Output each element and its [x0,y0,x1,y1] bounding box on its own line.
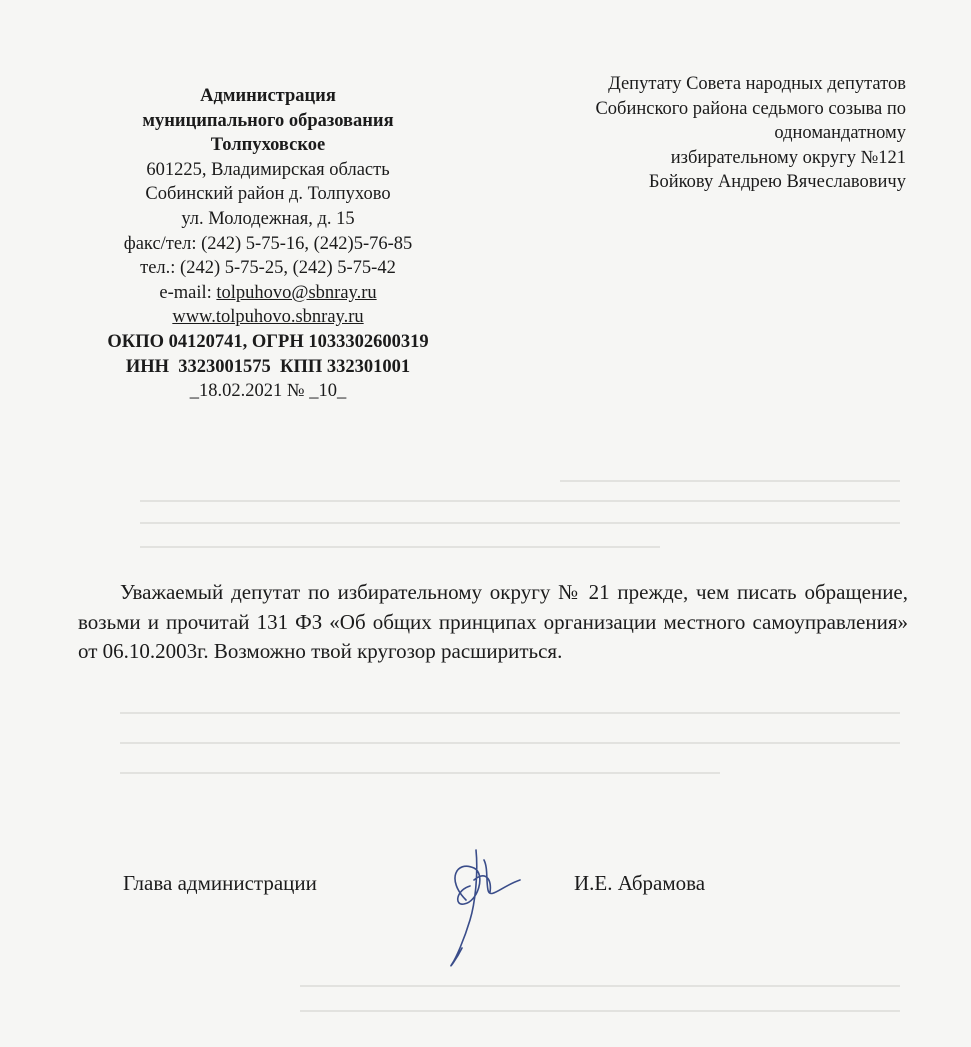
sender-block [62,84,474,404]
sender-org-line2: муниципального образования [142,110,394,131]
recipient-line1: Депутату Совета народных депутатов [608,74,906,94]
sender-org-line3: Толпуховское [210,135,326,156]
sender-address1: 601225, Владимирская область [146,159,390,180]
sender-email-line [62,281,474,306]
letter-paragraph: Уважаемый депутат по избирательному округу № 21 прежде, чем писать обращение, возьми и прочитай 131 ФЗ «Об общих принципах организации местного самоуправления» от 06.10.2003г. Возможно твой кругозор расшириться. [78,580,908,663]
bleed-through-line [560,480,900,482]
recipient-line3: одномандатному [774,123,906,144]
sender-email-label: e-mail: [159,282,217,303]
recipient-line2: Собинского района седьмого созыва по [595,98,906,119]
sender-address3: ул. Молодежная, д. 15 [181,208,355,229]
sender-phone: тел.: (242) 5-75-25, (242) 5-75-42 [140,258,396,279]
sender-inn-kpp: ИНН 3323001575 КПП 332301001 [125,356,411,377]
signatory-name: И.Е. Абрамова [574,871,706,895]
bleed-through-line [300,985,900,987]
handwritten-signature [426,840,526,970]
sender-org-line1: Администрация [200,86,336,106]
bleed-through-line [120,712,900,714]
bleed-through-line [120,742,900,744]
sender-email-link[interactable]: tolpuhovo@sbnray.ru [216,282,377,303]
bleed-through-line [140,546,660,548]
bleed-through-line [120,772,720,774]
recipient-line5: Бойкову Андрею Вячеславовичу [648,172,906,193]
document-date-number: _18.02.2021 № _10_ [189,381,347,402]
sender-address2: Собинский район д. Толпухово [145,184,391,205]
bleed-through-line [140,500,900,502]
recipient-line4: избирательному округу №121 [670,147,906,168]
recipient-block [520,72,906,195]
sender-fax: факс/тел: (242) 5-75-16, (242)5-76-85 [123,233,413,254]
bleed-through-line [300,1010,900,1012]
sender-website-link[interactable]: www.tolpuhovo.sbnray.ru [172,307,364,328]
sender-okpo-ogrn: ОКПО 04120741, ОГРН 1033302600319 [107,331,429,352]
signatory-title: Глава администрации [123,871,317,895]
letter-body [78,578,908,667]
bleed-through-line [140,522,900,524]
